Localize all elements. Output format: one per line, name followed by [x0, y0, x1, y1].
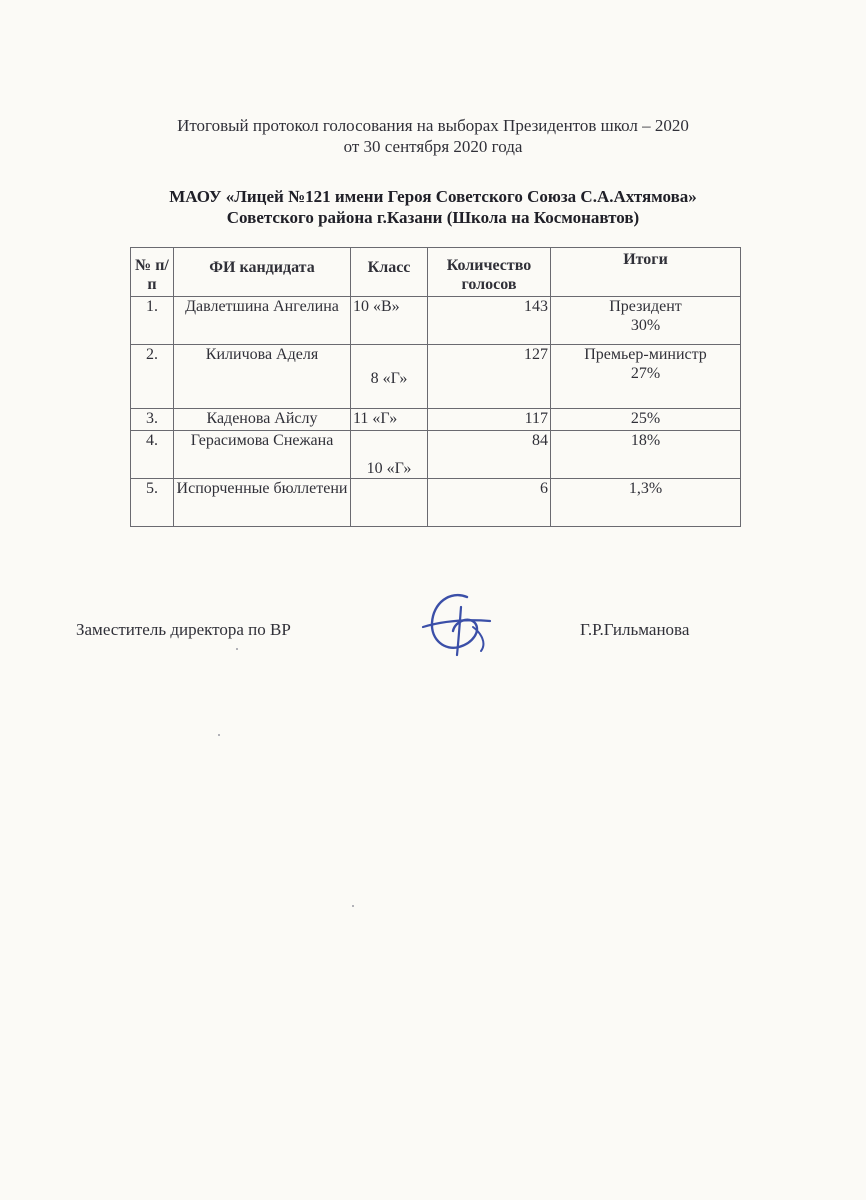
result-percent: 30% — [630, 317, 661, 334]
handwritten-signature — [415, 585, 500, 670]
row-number: 5. — [131, 479, 174, 527]
result-cell — [551, 479, 741, 527]
header-candidate: ФИ кандидата — [174, 248, 351, 297]
header-votes: Количество голосов — [428, 248, 551, 297]
row-number: 2. — [131, 345, 174, 409]
signatory-position: Заместитель директора по ВР — [76, 620, 291, 639]
vote-count: 117 — [428, 409, 551, 431]
row-number: 1. — [131, 297, 174, 345]
vote-count: 6 — [428, 479, 551, 527]
result-cell — [551, 345, 741, 409]
candidate-class: 10 «Г» — [351, 431, 428, 479]
result-cell — [551, 409, 741, 431]
vote-count: 143 — [428, 297, 551, 345]
header-number: № п/п — [131, 248, 174, 297]
candidate-name: Давлетшина Ангелина — [174, 297, 351, 345]
candidate-class: 11 «Г» — [351, 409, 428, 431]
results-table — [130, 247, 741, 527]
candidate-name: Герасимова Снежана — [174, 431, 351, 479]
candidate-class: 8 «Г» — [351, 345, 428, 409]
table-row — [131, 479, 741, 527]
candidate-class: 10 «В» — [351, 297, 428, 345]
paper-speck — [352, 905, 354, 907]
table-header-row — [131, 248, 741, 297]
result-percent: 1,3% — [628, 480, 663, 497]
school-name: МАОУ «Лицей №121 имени Героя Советского Союза С.А.Ахтямова» — [169, 187, 697, 206]
candidate-name: Каденова Айслу — [174, 409, 351, 431]
candidate-class — [351, 479, 428, 527]
result-percent: 25% — [630, 410, 661, 427]
table-row — [131, 409, 741, 431]
candidate-name: Испорченные бюллетени — [174, 479, 351, 527]
school-district: Советского района г.Казани (Школа на Космонавтов) — [226, 208, 640, 227]
result-cell — [551, 431, 741, 479]
header-results: Итоги — [551, 248, 741, 297]
candidate-name: Киличова Аделя — [174, 345, 351, 409]
header-class: Класс — [351, 248, 428, 297]
table-row — [131, 345, 741, 409]
vote-count: 84 — [428, 431, 551, 479]
signatory-name: Г.Р.Гильманова — [580, 620, 690, 639]
result-percent: 27% — [630, 365, 661, 382]
row-number: 4. — [131, 431, 174, 479]
result-title: Президент — [609, 298, 682, 315]
protocol-title: Итоговый протокол голосования на выборах Президентов школ – 2020 — [177, 116, 689, 135]
row-number: 3. — [131, 409, 174, 431]
table-row — [131, 297, 741, 345]
vote-count: 127 — [428, 345, 551, 409]
result-percent: 18% — [630, 432, 661, 449]
paper-speck — [218, 734, 220, 736]
result-title: Премьер-министр — [584, 346, 707, 363]
result-cell — [551, 297, 741, 345]
table-row — [131, 431, 741, 479]
paper-speck — [236, 648, 238, 650]
protocol-date: от 30 сентября 2020 года — [343, 137, 523, 156]
